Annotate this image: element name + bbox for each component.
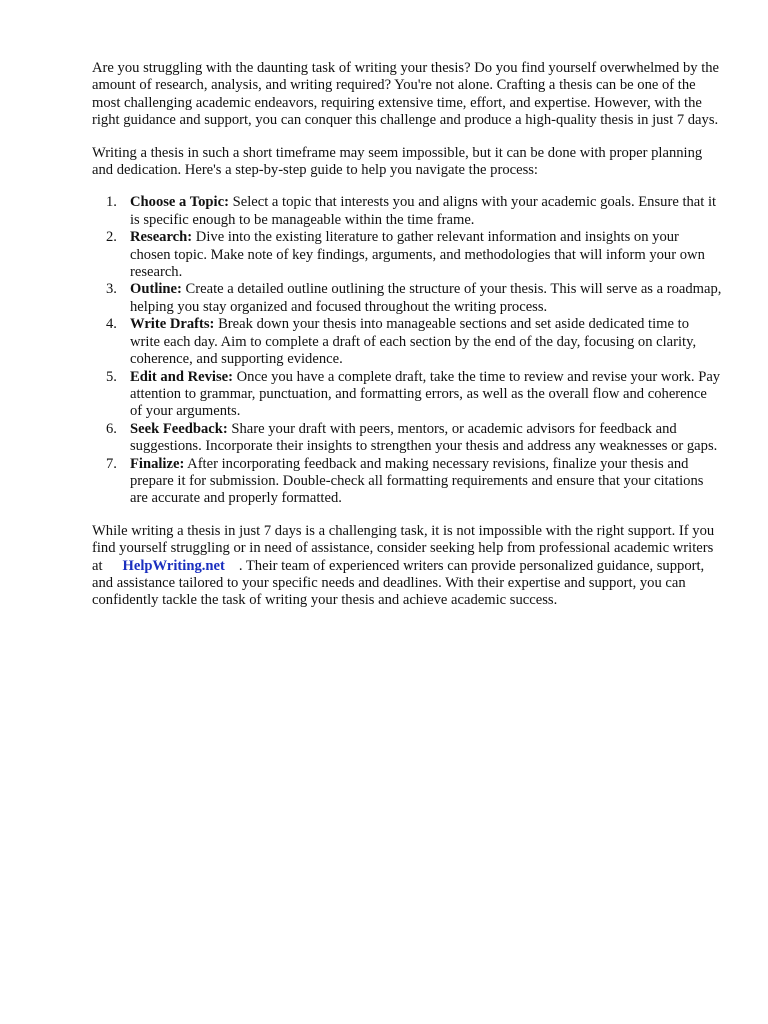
step-number: 1. xyxy=(106,194,117,211)
step-term: Write Drafts: xyxy=(130,316,215,333)
list-item xyxy=(106,455,722,508)
step-term: Choose a Topic: xyxy=(130,194,229,211)
step-text: Create a detailed outline outlining the structure of your thesis. This will serve as a roadmap, helping you stay organized and focused throughout the writing process. xyxy=(130,281,722,315)
step-term: Outline: xyxy=(130,281,182,298)
closing-paragraph xyxy=(92,523,722,610)
closing-text-after-link: . Their team of experienced writers can provide personalized guidance, support, and assistance tailored to your specific needs and deadlines. With their expertise and support, you can confidently tackle the task of writing your thesis and achieve academic success. xyxy=(92,557,705,609)
intro-paragraph: Are you struggling with the daunting task of writing your thesis? Do you find yourself overwhelmed by the amount of research, analysis, and writing required? You're not alone. Crafting a thesis can be one of the most challenging academic endeavors, requiring extensive time, effort, and expertise. However, with the right guidance and support, you can conquer this challenge and produce a high-quality thesis in just 7 days. xyxy=(92,60,720,129)
step-text: Once you have a complete draft, take the time to review and revise your work. Pay attention to grammar, punctuation, and formatting errors, as well as the overall flow and coherence of your arguments. xyxy=(130,368,721,420)
guide-intro-paragraph: Writing a thesis in such a short timeframe may seem impossible, but it can be done with proper planning and dedication. Here's a step-by-step guide to help you navigate the process: xyxy=(92,144,703,179)
list-item xyxy=(106,229,722,281)
step-number: 5. xyxy=(106,368,117,385)
step-text: After incorporating feedback and making necessary revisions, finalize your thesis and prepare it for submission. Double-check all formatting requirements and ensure that your citations are accurate and properly formatted. xyxy=(130,455,704,507)
step-number: 7. xyxy=(106,455,117,472)
step-term: Seek Feedback: xyxy=(130,420,228,437)
step-text: Select a topic that interests you and aligns with your academic goals. Ensure that it is specific enough to be manageable within the time frame. xyxy=(130,194,717,228)
step-text: Dive into the existing literature to gather relevant information and insights on your chosen topic. Make note of key findings, arguments, and methodologies that will inform your own research. xyxy=(130,229,705,281)
step-number: 3. xyxy=(106,281,117,298)
step-text: Share your draft with peers, mentors, or academic advisors for feedback and suggestions. Incorporate their insights to strengthen your thesis and address any weaknesses or gaps. xyxy=(130,420,718,455)
list-item xyxy=(106,420,722,456)
steps-list xyxy=(92,194,722,507)
step-number: 4. xyxy=(106,316,117,333)
step-term: Edit and Revise: xyxy=(130,368,233,385)
step-number: 6. xyxy=(106,420,117,437)
step-term: Research: xyxy=(130,229,193,246)
list-item xyxy=(106,316,722,368)
step-number: 2. xyxy=(106,229,117,246)
list-item xyxy=(106,368,722,421)
document-page xyxy=(92,60,722,625)
step-text: Break down your thesis into manageable sections and set aside dedicated time to write each day. Aim to complete a draft of each section by the end of the day, focusing on clarity, coherence, and supporting evidence. xyxy=(130,316,697,368)
list-item xyxy=(106,194,722,229)
step-term: Finalize: xyxy=(130,455,185,472)
helpwriting-link[interactable]: HelpWriting.net xyxy=(122,557,225,574)
closing-text-before-link: While writing a thesis in just 7 days is a challenging task, it is not impossible with the right support. If you find yourself struggling or in need of assistance, consider seeking help from professional academic writers at xyxy=(92,522,715,574)
list-item xyxy=(106,281,722,316)
